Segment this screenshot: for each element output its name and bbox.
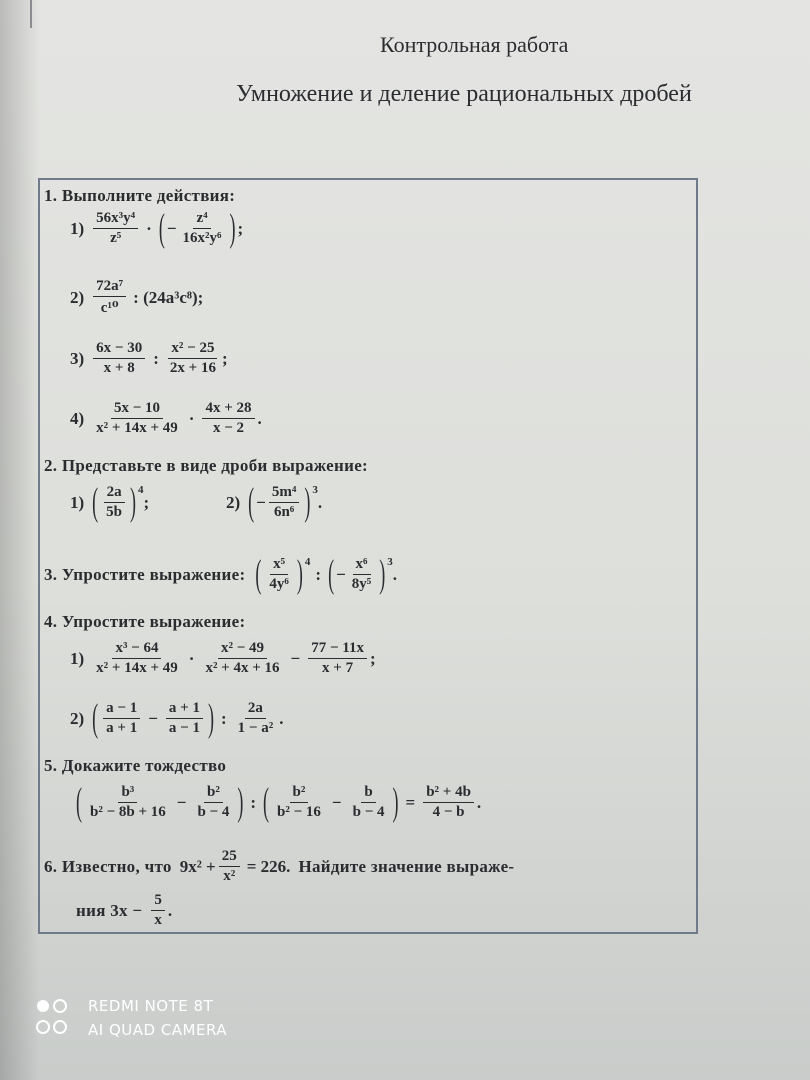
fraction <box>93 278 126 317</box>
denominator: 8y⁵ <box>351 576 372 592</box>
item-label: 2) <box>226 492 241 512</box>
task-2-heading: 2. Представьте в виде дроби выражение: <box>44 456 369 475</box>
denominator: x − 2 <box>212 420 244 436</box>
fraction <box>349 556 375 593</box>
denominator: x² <box>223 868 236 884</box>
task-5-identity: ( $\frac{\text{b³}}{\text{b² − 8b + 16}}$ − $\frac{\text{b²}}{b - 4}$ ) : ( $\frac{\text{b²}}{\text{b² − 16}}$ − $\frac{b}{b - 4}$ ) = $\frac{\text{b² + 4b}}{4 - b}$ . <box>76 779 482 824</box>
exponent: 4 <box>304 556 311 568</box>
watermark-line-1: REDMI NOTE 8T <box>88 997 214 1015</box>
fraction <box>274 784 324 821</box>
task-1-heading: 1. Выполните действия: <box>44 186 236 205</box>
numerator: 5x − 10 <box>111 400 163 419</box>
task-3-heading: 3. Упростите выражение: <box>44 564 246 584</box>
denominator: 4 − b <box>432 804 465 820</box>
denominator: 16x²y⁶ <box>182 230 222 246</box>
task-4-item-1: 1) $\frac{\text{x³ − 64}}{\text{x² + 14x + 49}}$ · $\frac{\text{x² − 49}}{\text{x² + 4x + 16}}$ − $\frac{77 - 11x}{x + 7}$ ; <box>70 640 376 676</box>
denominator: x + 8 <box>103 360 135 376</box>
numerator: 56x³y⁴ <box>93 210 138 229</box>
fraction <box>350 784 388 821</box>
fraction <box>235 700 277 737</box>
denominator: x² + 14x + 49 <box>96 420 178 436</box>
numerator: 25 <box>219 848 240 867</box>
fraction <box>87 784 169 821</box>
item-label: 2) <box>70 287 85 307</box>
fraction <box>103 484 125 521</box>
page-edge-shadow <box>0 0 40 1080</box>
item-label: 4) <box>70 408 85 428</box>
numerator: 77 − 11x <box>308 640 367 659</box>
item-label: 1) <box>70 218 85 238</box>
page-subtitle: Умножение и деление рациональных дробей <box>236 81 692 107</box>
task-6-line-1 <box>44 848 514 885</box>
denominator: 4y⁶ <box>269 576 289 592</box>
denominator: b² − 16 <box>277 804 321 820</box>
exponent: 4 <box>138 484 144 496</box>
numerator: x² − 25 <box>168 340 217 359</box>
camera-watermark-icon <box>34 997 74 1037</box>
item-label: 2) <box>70 708 85 728</box>
task-4-item-2: 2) ( $\frac{a - 1}{a + 1}$ − $\frac{a + 1}{a - 1}$ ) : $\frac{2a}{\text{1 − a²}}$ . <box>70 695 284 740</box>
denominator: a − 1 <box>168 720 200 736</box>
denominator: 2x + 16 <box>169 360 216 376</box>
numerator: a + 1 <box>166 700 203 719</box>
fraction <box>202 640 282 677</box>
numerator: a − 1 <box>103 700 140 719</box>
denominator: 6n⁶ <box>273 504 295 520</box>
denominator: b − 4 <box>197 804 230 820</box>
item-label: 1) <box>70 492 85 512</box>
numerator: b³ <box>118 784 137 803</box>
fraction <box>266 556 292 593</box>
numerator: x³ − 64 <box>112 640 161 659</box>
denominator: x² + 14x + 49 <box>96 660 178 676</box>
numerator: x⁵ <box>270 556 288 575</box>
equation-value: = 226. <box>246 856 291 876</box>
task-2-item-1: 1) ( $\frac{2a}{5b}$ ) $^4$ ; <box>70 479 150 524</box>
item-label: 3) <box>70 348 85 368</box>
numerator: 2a <box>104 484 125 503</box>
fraction <box>269 484 300 521</box>
fraction <box>166 700 203 737</box>
item-label: 1) <box>70 648 85 668</box>
task-4-heading: 4. Упростите выражение: <box>44 612 246 631</box>
task-6-lead: 6. Известно, что <box>44 856 172 876</box>
numerator: x² − 49 <box>218 640 267 659</box>
denominator: z⁵ <box>110 230 122 246</box>
task-5-heading: 5. Докажите тождество <box>44 756 227 775</box>
fraction <box>180 210 225 247</box>
fraction <box>219 848 240 885</box>
denominator: a + 1 <box>106 720 138 736</box>
fraction <box>93 210 138 247</box>
fraction <box>308 640 367 677</box>
task-6-continuation: ния 3x − <box>76 900 143 920</box>
task-2-item-2: 2) ( − $\frac{\text{5m⁴}}{\text{6n⁶}}$ ) $^3$ . <box>226 479 323 524</box>
exponent: 3 <box>387 556 393 568</box>
task-3: 3. Упростите выражение: ( $\frac{\text{x⁵}}{\text{4y⁶}}$ ) $^4$ : ( − $\frac{\text{x⁶}}{\text{8y⁵}}$ ) $^3$ . <box>44 551 398 596</box>
fraction <box>93 340 145 377</box>
task-1-item-1: 1) $\frac{\text{56x³y⁴}}{\text{z⁵}}$ · ( − $\frac{\text{z⁴}}{\text{16x²y⁶}}$ ) ; <box>70 205 244 250</box>
denominator: c¹⁰ <box>100 300 119 316</box>
divider <box>30 0 32 28</box>
denominator: 5b <box>106 504 123 520</box>
fraction <box>194 784 232 821</box>
numerator: x⁶ <box>353 556 371 575</box>
fraction <box>93 640 181 677</box>
denominator: 1 − a² <box>237 720 274 736</box>
numerator: 6x − 30 <box>93 340 145 359</box>
denominator: b − 4 <box>352 804 385 820</box>
numerator: b <box>361 784 375 803</box>
numerator: b² <box>290 784 309 803</box>
numerator: 72a⁷ <box>93 278 126 297</box>
numerator: 5 <box>151 892 165 911</box>
denominator: x + 7 <box>322 660 354 676</box>
page-title: Контрольная работа <box>380 32 569 57</box>
numerator: 4x + 28 <box>202 400 254 419</box>
task-1-item-2 <box>70 278 203 317</box>
task-6-tail: Найдите значение выраже- <box>298 856 515 876</box>
fraction <box>93 400 181 437</box>
task-6-line-2: ния 3x − $\frac{5}{x}$ . <box>76 892 173 928</box>
denominator: x <box>154 912 162 928</box>
denominator: b² − 8b + 16 <box>90 804 166 820</box>
numerator: 5m⁴ <box>269 484 300 503</box>
fraction <box>151 892 165 929</box>
numerator: b² + 4b <box>423 784 474 803</box>
fraction <box>167 340 219 377</box>
numerator: 2a <box>245 700 266 719</box>
denominator: x² + 4x + 16 <box>205 660 280 676</box>
numerator: b² <box>204 784 223 803</box>
fraction <box>103 700 140 737</box>
numerator: z⁴ <box>193 210 210 229</box>
exponent: 3 <box>312 484 318 496</box>
expression-rest: : (24a³c⁸); <box>133 287 204 307</box>
fraction <box>423 784 474 821</box>
fraction <box>202 400 254 437</box>
task-1-item-3: 3) $\frac{6x - 30}{x + 8}$ : $\frac{\text{x² − 25}}{2x + 16}$ ; <box>70 340 228 376</box>
expression: 9x² + <box>179 856 216 876</box>
task-1-item-4: 4) $\frac{5x - 10}{\text{x² + 14x + 49}}$ · $\frac{4x + 28}{x - 2}$ . <box>70 400 262 436</box>
watermark-line-2: AI QUAD CAMERA <box>88 1021 228 1039</box>
